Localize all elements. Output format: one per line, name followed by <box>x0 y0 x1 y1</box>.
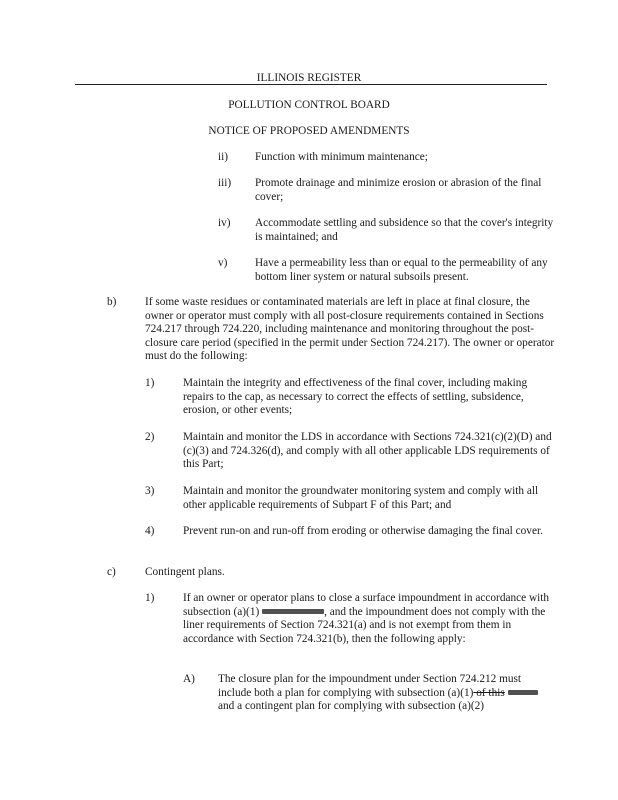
section-text-b: If some waste residues or contaminated materials are left in place at final closure, the owner or operator must comply with all post-closure requirements contained in Sections 724.217 through 724.220, including maintenance and monitoring throughout the post-closure care period (specified in the permit under Section 724.217). The owner or operator must do the following: <box>145 296 555 362</box>
redaction-mark <box>508 690 538 695</box>
item-text-cA-part-b: and a contingent plan for complying with subsection (a)(2) <box>218 700 485 712</box>
board-title: POLLUTION CONTROL BOARD <box>228 99 390 111</box>
redaction-mark <box>262 609 324 614</box>
item-text-c1 <box>183 592 555 646</box>
item-label-c1: 1) <box>145 592 155 604</box>
item-label-b2: 2) <box>145 431 155 443</box>
item-label-v: v) <box>218 257 228 269</box>
section-label-b: b) <box>107 296 117 308</box>
item-text-iii: Promote drainage and minimize erosion or abrasion of the final cover; <box>255 177 542 203</box>
struck-text: of this <box>473 686 505 699</box>
item-text-cA <box>218 673 555 714</box>
item-text-v: Have a permeability less than or equal to the permeability of any bottom liner system or natural subsoils present. <box>255 257 548 283</box>
item-label-b4: 4) <box>145 525 155 537</box>
item-text-b1: Maintain the integrity and effectiveness of the final cover, including making repairs to the cap, as necessary to correct the effects of settling, subsidence, erosion, or other events; <box>183 377 528 416</box>
item-text-b4: Prevent run-on and run-off from eroding or otherwise damaging the final cover. <box>183 525 543 537</box>
notice-title: NOTICE OF PROPOSED AMENDMENTS <box>208 125 410 137</box>
item-text-ii: Function with minimum maintenance; <box>255 151 428 163</box>
item-label-iii: iii) <box>218 177 232 189</box>
item-text-b3: Maintain and monitor the groundwater monitoring system and comply with all other applicable requirements of Subpart F of this Part; and <box>183 485 539 511</box>
item-label-iv: iv) <box>218 217 231 229</box>
item-text-c1-part-a: If an owner or operator plans to close a surface impoundment in accordance with subsection (a)(1) <box>183 592 550 618</box>
item-label-ii: ii) <box>218 151 229 163</box>
item-label-b1: 1) <box>145 377 155 389</box>
item-text-c1-part-b: , and the impoundment does not comply with the liner requirements of Section 724.321(a) and is not exempt from them in accordance with Section 724.321(b), then the following apply: <box>183 605 546 645</box>
item-text-iv: Accommodate settling and subsidence so that the cover's integrity is maintained; and <box>255 217 554 243</box>
item-text-cA-part-a: The closure plan for the impoundment under Section 724.212 must include both a plan for complying with subsection (a)(1) <box>218 673 522 699</box>
item-label-cA: A) <box>183 673 195 685</box>
item-label-b3: 3) <box>145 485 155 497</box>
section-label-c: c) <box>107 566 116 578</box>
header-rule <box>75 84 547 85</box>
register-title: ILLINOIS REGISTER <box>256 72 362 84</box>
section-text-c: Contingent plans. <box>145 566 225 578</box>
item-text-b2: Maintain and monitor the LDS in accordance with Sections 724.321(c)(2)(D) and (c)(3) and 724.326(d), and comply with all other applicable LDS requirements of this Part; <box>183 431 552 470</box>
